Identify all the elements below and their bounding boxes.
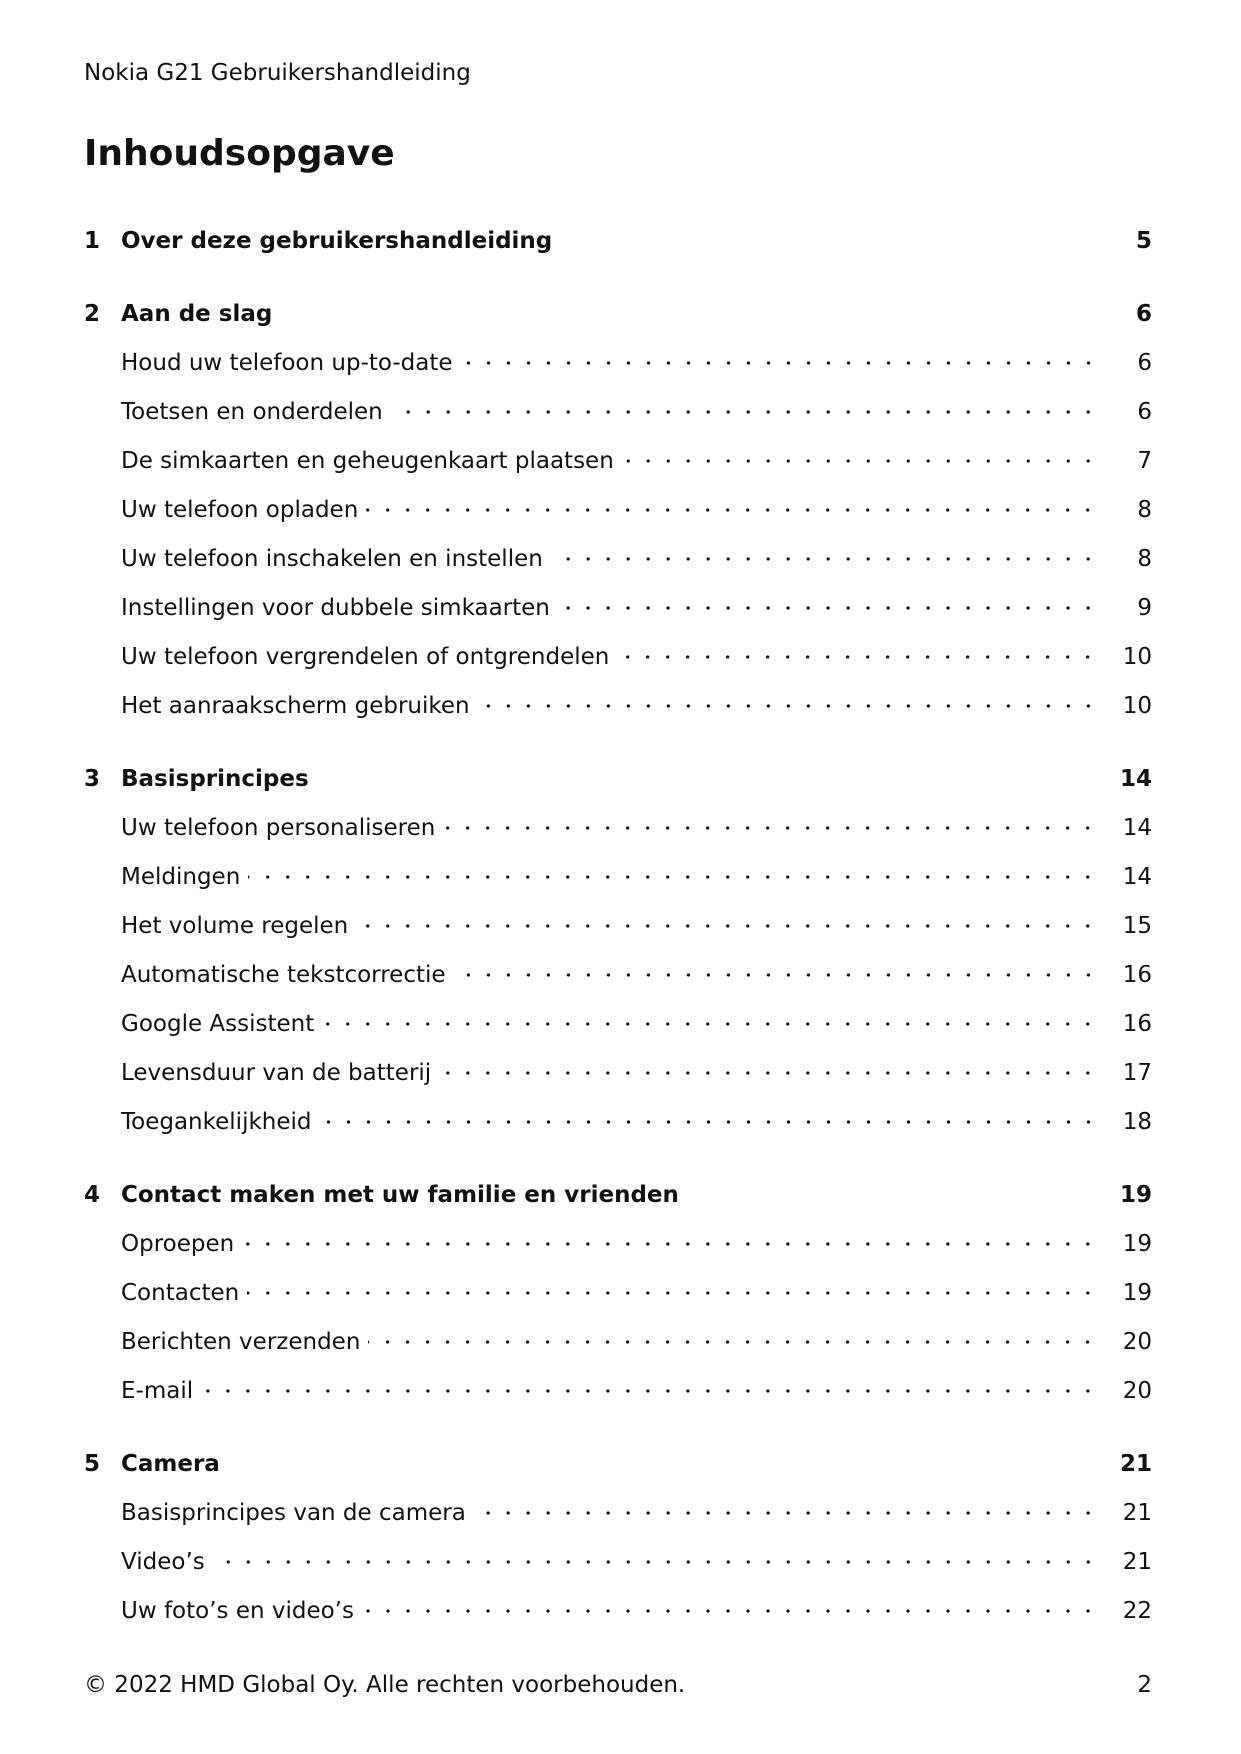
toc-chapter-link[interactable] bbox=[84, 1171, 1152, 1219]
dot-leader bbox=[551, 544, 1098, 574]
dot-leader bbox=[248, 862, 1098, 892]
entry-title: Video’s bbox=[121, 1549, 213, 1575]
chapter-number: 4 bbox=[84, 1182, 101, 1208]
entry-title: Automatische tekstcorrectie bbox=[121, 962, 454, 988]
toc-title: Inhoudsopgave bbox=[84, 133, 395, 174]
toc-entry-link[interactable] bbox=[84, 1537, 1152, 1586]
toc-entry-link[interactable] bbox=[84, 534, 1152, 583]
page-footer bbox=[84, 1670, 1152, 1700]
toc-entry-link[interactable] bbox=[84, 485, 1152, 534]
entry-title: Oproepen bbox=[121, 1231, 242, 1257]
toc-chapter-link[interactable] bbox=[84, 755, 1152, 803]
chapter-title: Aan de slag bbox=[121, 301, 273, 327]
entry-title: De simkaarten en geheugenkaart plaatsen bbox=[121, 448, 622, 474]
toc-entry-link[interactable] bbox=[84, 950, 1152, 999]
toc-entry-link[interactable] bbox=[84, 1586, 1152, 1635]
toc-chapter bbox=[84, 290, 1152, 730]
toc-entry-link[interactable] bbox=[84, 901, 1152, 950]
entry-title: Uw telefoon personaliseren bbox=[121, 815, 443, 841]
dot-leader bbox=[322, 1009, 1098, 1039]
toc-entry-link[interactable] bbox=[84, 338, 1152, 387]
entry-title: Contacten bbox=[121, 1280, 247, 1306]
page-number: 2 bbox=[1137, 1672, 1152, 1698]
entry-title: Instellingen voor dubbele simkaarten bbox=[121, 595, 558, 621]
entry-title: Basisprincipes van de camera bbox=[121, 1500, 474, 1526]
entry-title: Meldingen bbox=[121, 864, 248, 890]
entry-title: Uw telefoon opladen bbox=[121, 497, 366, 523]
chapter-number: 2 bbox=[84, 301, 101, 327]
entry-page-number: 19 bbox=[1122, 1230, 1152, 1257]
entry-title: Berichten verzenden bbox=[121, 1329, 368, 1355]
entry-title: Het volume regelen bbox=[121, 913, 356, 939]
toc-entry-link[interactable] bbox=[84, 1366, 1152, 1415]
entry-title: Toegankelijkheid bbox=[121, 1109, 320, 1135]
dot-leader bbox=[443, 813, 1098, 843]
entry-page-number: 17 bbox=[1122, 1059, 1152, 1086]
entry-page-number: 16 bbox=[1122, 1010, 1152, 1037]
chapter-page-number: 14 bbox=[1119, 766, 1152, 792]
toc-chapter bbox=[84, 1171, 1152, 1415]
dot-leader bbox=[366, 495, 1098, 525]
toc-entry-link[interactable] bbox=[84, 1317, 1152, 1366]
entry-page-number: 7 bbox=[1137, 447, 1152, 474]
entry-page-number: 14 bbox=[1122, 863, 1152, 890]
chapter-page-number: 5 bbox=[1135, 228, 1152, 254]
dot-leader bbox=[391, 397, 1098, 427]
toc-chapter-link[interactable] bbox=[84, 217, 1152, 265]
dot-leader bbox=[213, 1547, 1098, 1577]
entry-page-number: 8 bbox=[1137, 545, 1152, 572]
toc-chapter-link[interactable] bbox=[84, 290, 1152, 338]
entry-page-number: 9 bbox=[1137, 594, 1152, 621]
entry-page-number: 16 bbox=[1122, 961, 1152, 988]
dot-leader bbox=[368, 1327, 1098, 1357]
chapter-title: Camera bbox=[121, 1451, 220, 1477]
entry-title: Levensduur van de batterij bbox=[121, 1060, 439, 1086]
toc-chapter bbox=[84, 217, 1152, 265]
entry-page-number: 22 bbox=[1122, 1597, 1152, 1624]
entry-title: Houd uw telefoon up-to-date bbox=[121, 350, 461, 376]
entry-page-number: 6 bbox=[1137, 349, 1152, 376]
dot-leader bbox=[320, 1107, 1099, 1137]
dot-leader bbox=[242, 1229, 1098, 1259]
chapter-page-number: 21 bbox=[1119, 1451, 1152, 1477]
entry-title: Toetsen en onderdelen bbox=[121, 399, 391, 425]
toc-chapter bbox=[84, 755, 1152, 1146]
toc-entry-link[interactable] bbox=[84, 1488, 1152, 1537]
toc-entry-link[interactable] bbox=[84, 1219, 1152, 1268]
chapter-title: Over deze gebruikershandleiding bbox=[121, 228, 553, 254]
entry-page-number: 14 bbox=[1122, 814, 1152, 841]
entry-page-number: 19 bbox=[1122, 1279, 1152, 1306]
chapter-title: Basisprincipes bbox=[121, 766, 309, 792]
entry-title: Google Assistent bbox=[121, 1011, 322, 1037]
toc-chapter bbox=[84, 1440, 1152, 1635]
toc-entry-link[interactable] bbox=[84, 1097, 1152, 1146]
dot-leader bbox=[622, 446, 1098, 476]
entry-page-number: 20 bbox=[1122, 1377, 1152, 1404]
entry-page-number: 21 bbox=[1122, 1548, 1152, 1575]
entry-title: Uw foto’s en video’s bbox=[121, 1598, 362, 1624]
dot-leader bbox=[478, 691, 1098, 721]
chapter-number: 5 bbox=[84, 1451, 101, 1477]
toc-entry-link[interactable] bbox=[84, 632, 1152, 681]
toc-entry-link[interactable] bbox=[84, 852, 1152, 901]
entry-page-number: 10 bbox=[1122, 643, 1152, 670]
dot-leader bbox=[247, 1278, 1098, 1308]
entry-page-number: 18 bbox=[1122, 1108, 1152, 1135]
chapter-title: Contact maken met uw familie en vrienden bbox=[121, 1182, 679, 1208]
toc-entry-link[interactable] bbox=[84, 681, 1152, 730]
entry-title: E-mail bbox=[121, 1378, 201, 1404]
chapter-page-number: 6 bbox=[1135, 301, 1152, 327]
chapter-page-number: 19 bbox=[1119, 1182, 1152, 1208]
entry-page-number: 21 bbox=[1122, 1499, 1152, 1526]
entry-page-number: 15 bbox=[1122, 912, 1152, 939]
dot-leader bbox=[558, 593, 1098, 623]
chapter-number: 3 bbox=[84, 766, 101, 792]
table-of-contents bbox=[84, 217, 1152, 1660]
dot-leader bbox=[356, 911, 1098, 941]
toc-entry-link[interactable] bbox=[84, 436, 1152, 485]
entry-page-number: 20 bbox=[1122, 1328, 1152, 1355]
dot-leader bbox=[454, 960, 1098, 990]
entry-page-number: 6 bbox=[1137, 398, 1152, 425]
toc-entry-link[interactable] bbox=[84, 1048, 1152, 1097]
entry-page-number: 10 bbox=[1122, 692, 1152, 719]
entry-title: Uw telefoon inschakelen en instellen bbox=[121, 546, 551, 572]
entry-title: Uw telefoon vergrendelen of ontgrendelen bbox=[121, 644, 617, 670]
toc-entry-link[interactable] bbox=[84, 999, 1152, 1048]
entry-title: Het aanraakscherm gebruiken bbox=[121, 693, 478, 719]
toc-chapter-link[interactable] bbox=[84, 1440, 1152, 1488]
running-header: Nokia G21 Gebruikershandleiding bbox=[84, 60, 471, 86]
chapter-number: 1 bbox=[84, 228, 101, 254]
toc-entry-link[interactable] bbox=[84, 387, 1152, 436]
dot-leader bbox=[201, 1376, 1098, 1406]
dot-leader bbox=[461, 348, 1098, 378]
toc-entry-link[interactable] bbox=[84, 583, 1152, 632]
dot-leader bbox=[617, 642, 1098, 672]
dot-leader bbox=[439, 1058, 1098, 1088]
toc-entry-link[interactable] bbox=[84, 803, 1152, 852]
dot-leader bbox=[474, 1498, 1098, 1528]
dot-leader bbox=[362, 1596, 1098, 1626]
copyright-text: © 2022 HMD Global Oy. Alle rechten voorbehouden. bbox=[84, 1672, 686, 1698]
entry-page-number: 8 bbox=[1137, 496, 1152, 523]
toc-entry-link[interactable] bbox=[84, 1268, 1152, 1317]
